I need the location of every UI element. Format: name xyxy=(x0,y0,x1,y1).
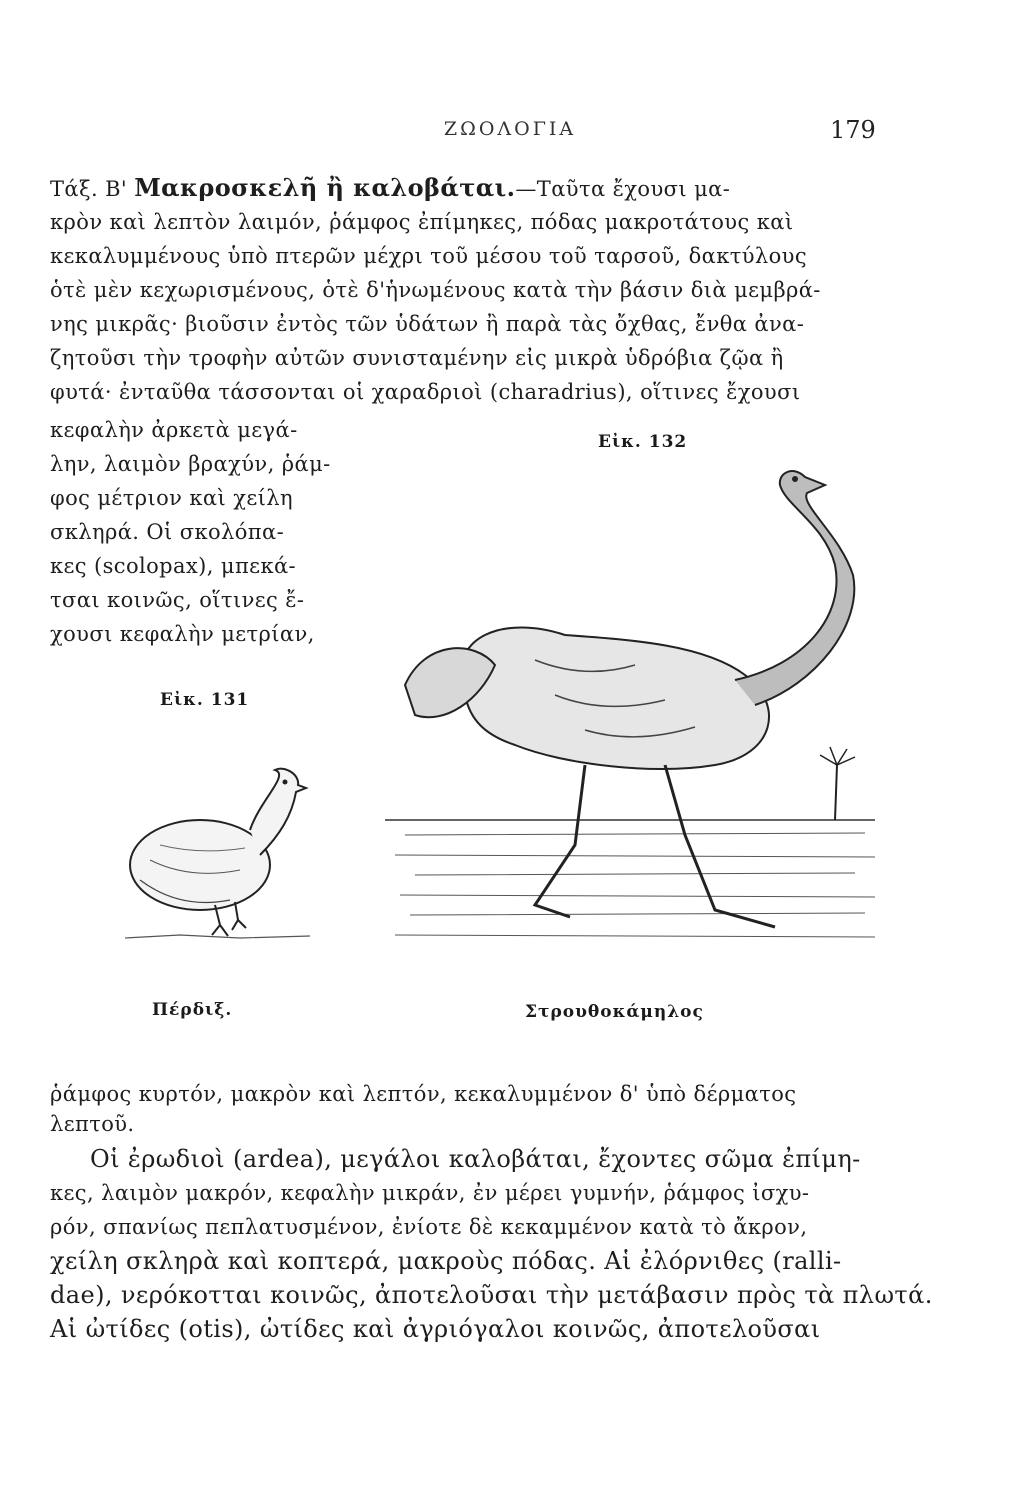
ostrich-illustration xyxy=(385,465,885,975)
intro-rest: —Ταῦτα ἔχουσι μα- xyxy=(515,177,731,201)
text-line: κες, λαιμὸν μακρόν, κεφαλὴν μικράν, ἐν μέρει γυμνήν, ῥάμφος ἰσχυ- xyxy=(50,1181,810,1205)
text-line: ρόν, σπανίως πεπλατυσμένον, ἐνίοτε δὲ κεκαμμένον κατὰ τὸ ἄκρον, xyxy=(50,1215,808,1239)
section-heading: Μακροσκελῆ ἢ καλοβάται. xyxy=(134,173,516,202)
text-line: χείλη σκληρὰ καὶ κοπτερά, μακροὺς πόδας. Αἱ ἐλόρνιθες (ralli- xyxy=(50,1247,842,1275)
text-line: φυτά· ἐνταῦθα τάσσονται οἱ χαραδριοὶ (charadrius), οἵτινες ἔχουσι xyxy=(50,380,801,404)
text-line: τσαι κοινῶς, οἵτινες ἔ- xyxy=(50,588,305,612)
text-line: λην, λαιμὸν βραχύν, ῥάμ- xyxy=(50,452,331,476)
partridge-label: Πέρδιξ. xyxy=(152,1000,233,1020)
text-line: λεπτοῦ. xyxy=(50,1112,135,1136)
page-number: 179 xyxy=(830,116,876,144)
figure-131-caption: Εἰκ. 131 xyxy=(160,690,250,710)
text-line: Αἱ ὠτίδες (otis), ὠτίδες καὶ ἀγριόγαλοι κοινῶς, ἀποτελοῦσαι xyxy=(50,1315,821,1343)
text-line: dae), νερόκοτται κοινῶς, ἀποτελοῦσαι τὴν μετάβασιν πρὸς τὰ πλωτά. xyxy=(50,1281,933,1309)
ostrich-label: Στρουθοκάμηλος xyxy=(525,1002,704,1022)
partridge-illustration xyxy=(120,760,320,950)
running-header: ΖΩΟΛΟΓΙΑ xyxy=(443,118,577,140)
text-line: κρὸν καὶ λεπτὸν λαιμόν, ῥάμφος ἐπίμηκες, πόδας μακροτάτους καὶ xyxy=(50,210,794,234)
text-line: κεφαλὴν ἀρκετὰ μεγά- xyxy=(50,418,298,442)
intro-line xyxy=(50,172,890,205)
text-line: χουσι κεφαλὴν μετρίαν, xyxy=(50,622,315,646)
figure-132-caption: Εἰκ. 132 xyxy=(598,432,688,452)
text-line: νης μικρᾶς· βιοῦσιν ἐντὸς τῶν ὑδάτων ἢ παρὰ τὰς ὄχθας, ἔνθα ἀνα- xyxy=(50,312,805,336)
text-line: σκληρά. Οἱ σκολόπα- xyxy=(50,520,285,544)
text-line: Οἱ ἐρωδιοὶ (ardea), μεγάλοι καλοβάται, ἔχοντες σῶμα ἐπίμη- xyxy=(90,1145,861,1173)
text-line: κεκαλυμμένους ὑπὸ πτερῶν μέχρι τοῦ μέσου τοῦ ταρσοῦ, δακτύλους xyxy=(50,244,807,268)
text-line: ῥάμφος κυρτόν, μακρὸν καὶ λεπτόν, κεκαλυμμένον δ' ὑπὸ δέρματος xyxy=(50,1082,797,1106)
order-prefix: Τάξ. Β' xyxy=(50,177,135,201)
text-line: ὁτὲ μὲν κεχωρισμένους, ὁτὲ δ'ἡνωμένους κατὰ τὴν βάσιν διὰ μεμβρά- xyxy=(50,278,821,302)
text-line: ζητοῦσι τὴν τροφὴν αὐτῶν συνισταμένην εἰς μικρὰ ὑδρόβια ζῷα ἢ xyxy=(50,346,784,370)
text-line: κες (scolopax), μπεκά- xyxy=(50,554,297,578)
text-line: φος μέτριον καὶ χείλη xyxy=(50,486,293,510)
